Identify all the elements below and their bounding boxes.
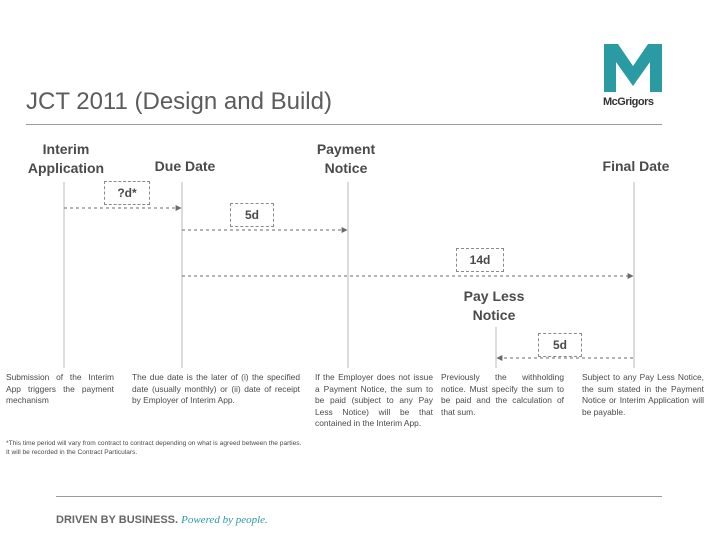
heading-final-date: Final Date (602, 158, 670, 174)
heading-payment-notice-line-2: Notice (324, 160, 368, 176)
heading-interim-application-line-2: Application (27, 160, 105, 176)
interval-box-5d-b: 5d (538, 333, 582, 357)
desc-payment-notice: If the Employer does not issue a Payment Notice, the sum to be paid (subject to any Pay Less Notice) will be that contained in the Interim App. (315, 372, 433, 429)
interval-box-d-star: ?d* (104, 181, 150, 205)
heading-pay-less-notice (448, 287, 540, 325)
heading-pay-less-notice-line-2: Notice (472, 307, 516, 323)
heading-payment-notice-line-1: Payment (316, 141, 376, 157)
logo-wordmark: McGrigors (603, 96, 654, 108)
heading-interim-application (16, 140, 116, 178)
desc-final-date: Subject to any Pay Less Notice, the sum stated in the Payment Notice or Interim Application will be payable. (582, 372, 704, 417)
interval-box-14d: 14d (456, 248, 504, 272)
footnote: *This time period will vary from contract to contract depending on what is agreed between the parties. It will be recorded in the Contract Particulars. (6, 440, 302, 456)
tagline (56, 514, 268, 526)
tagline-bold: DRIVEN BY BUSINESS. (56, 514, 179, 526)
heading-interim-application-line-1: Interim (42, 141, 90, 157)
tagline-italic: Powered by people. (181, 514, 268, 526)
desc-due-date: The due date is the later of (i) the specified date (usually monthly) or (ii) date of receipt by Employer of Interim App. (132, 372, 300, 406)
desc-submission: Submission of the Interim App triggers the payment mechanism (6, 372, 114, 406)
heading-pay-less-notice-line-1: Pay Less (463, 288, 525, 304)
heading-payment-notice (298, 140, 394, 178)
heading-due-date: Due Date (154, 158, 216, 174)
page-title: JCT 2011 (Design and Build) (26, 88, 332, 115)
desc-pay-less: Previously the withholding notice. Must specify the sum to be paid and the calculation of that sum. (441, 372, 564, 417)
interval-box-5d-a: 5d (230, 203, 274, 227)
